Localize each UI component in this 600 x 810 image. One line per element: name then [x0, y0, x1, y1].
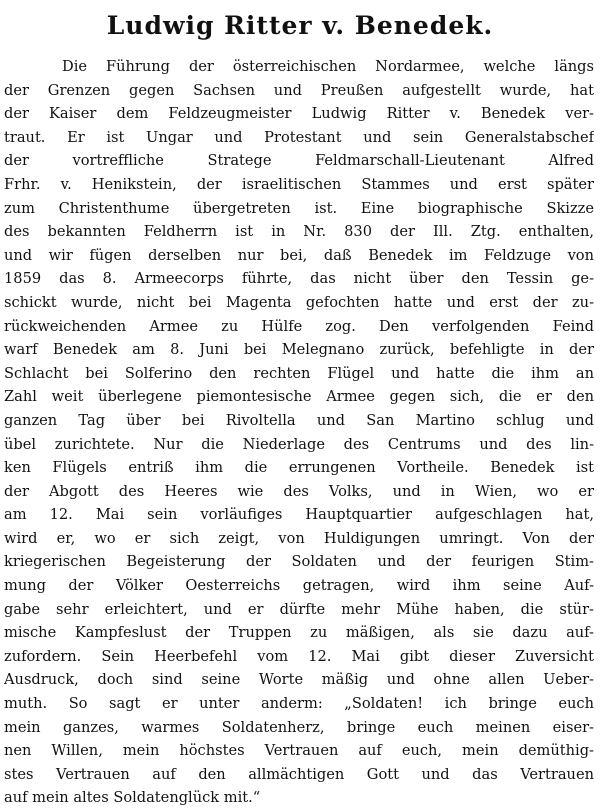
article-line: wird er, wo er sich zeigt, von Huldigungen umringt. Von der	[4, 529, 594, 547]
article-line: warf Benedek am 8. Juni bei Melegnano zurück, befehligte in der	[4, 341, 594, 359]
article-line: rückweichenden Armee zu Hülfe zog. Den verfolgenden Feind	[4, 317, 594, 335]
article-line: am 12. Mai sein vorläufiges Hauptquartier aufgeschlagen hat,	[4, 506, 594, 524]
article-line: ganzen Tag über bei Rivoltella und San Martino schlug und	[4, 411, 594, 429]
article-title: Ludwig Ritter v. Benedek.	[106, 11, 494, 40]
article-line: kriegerischen Begeisterung der Soldaten und der feurigen Stim-	[4, 553, 594, 571]
article-line: Ausdruck, doch sind seine Worte mäßig und ohne allen Ueber-	[4, 671, 594, 689]
article-line: stes Vertrauen auf den allmächtigen Gott und das Vertrauen	[4, 765, 594, 783]
article-line: der Abgott des Heeres wie des Volks, und in Wien, wo er	[4, 482, 594, 500]
article-line: Schlacht bei Solferino den rechten Flügel und hatte die ihm an	[4, 364, 594, 382]
article-line: ken Flügels entriß ihm die errungenen Vortheile. Benedek ist	[4, 459, 594, 477]
article-line: traut. Er ist Ungar und Protestant und sein Generalstabschef	[4, 128, 594, 146]
article-line: auf mein altes Soldatenglück mit.“	[4, 789, 261, 807]
article-line: des bekannten Feldherrn ist in Nr. 830 der Ill. Ztg. enthalten,	[4, 223, 594, 241]
article-body	[4, 55, 594, 810]
article-line: der Kaiser dem Feldzeugmeister Ludwig Ritter v. Benedek ver-	[4, 105, 594, 123]
article-line: muth. So sagt er unter anderm: „Soldaten! ich bringe euch	[4, 695, 594, 713]
article-line: zufordern. Sein Heerbefehl vom 12. Mai gibt dieser Zuversicht	[4, 647, 594, 665]
article-line: gabe sehr erleichtert, und er dürfte mehr Mühe haben, die stür-	[4, 600, 594, 618]
article-line: und wir fügen derselben nur bei, daß Benedek im Feldzuge von	[4, 246, 594, 264]
article-line: nen Willen, mein höchstes Vertrauen auf euch, mein demüthig-	[4, 742, 594, 760]
article-line: mung der Völker Oesterreichs getragen, wird ihm seine Auf-	[4, 577, 594, 595]
article-line: mische Kampfeslust der Truppen zu mäßigen, als sie dazu auf-	[4, 624, 594, 642]
article-line: Frhr. v. Henikstein, der israelitischen Stammes und erst später	[4, 175, 594, 193]
article-line: der Grenzen gegen Sachsen und Preußen aufgestellt wurde, hat	[4, 81, 594, 99]
article-line: übel zurichtete. Nur die Niederlage des Centrums und des lin-	[4, 435, 594, 453]
article-line: mein ganzes, warmes Soldatenherz, bringe euch meinen eiser-	[4, 718, 594, 736]
article-line: der vortreffliche Stratege Feldmarschall-Lieutenant Alfred	[4, 152, 594, 170]
article-line: schickt wurde, nicht bei Magenta gefochten hatte und erst der zu-	[4, 293, 594, 311]
article-line: Zahl weit überlegene piemontesische Armee gegen sich, die er den	[4, 388, 594, 406]
article-line: Die Führung der österreichischen Nordarmee, welche längs	[62, 58, 594, 75]
article-line: 1859 das 8. Armeecorps führte, das nicht über den Tessin ge-	[4, 270, 594, 288]
article-line: zum Christenthume übergetreten ist. Eine biographische Skizze	[4, 199, 594, 217]
